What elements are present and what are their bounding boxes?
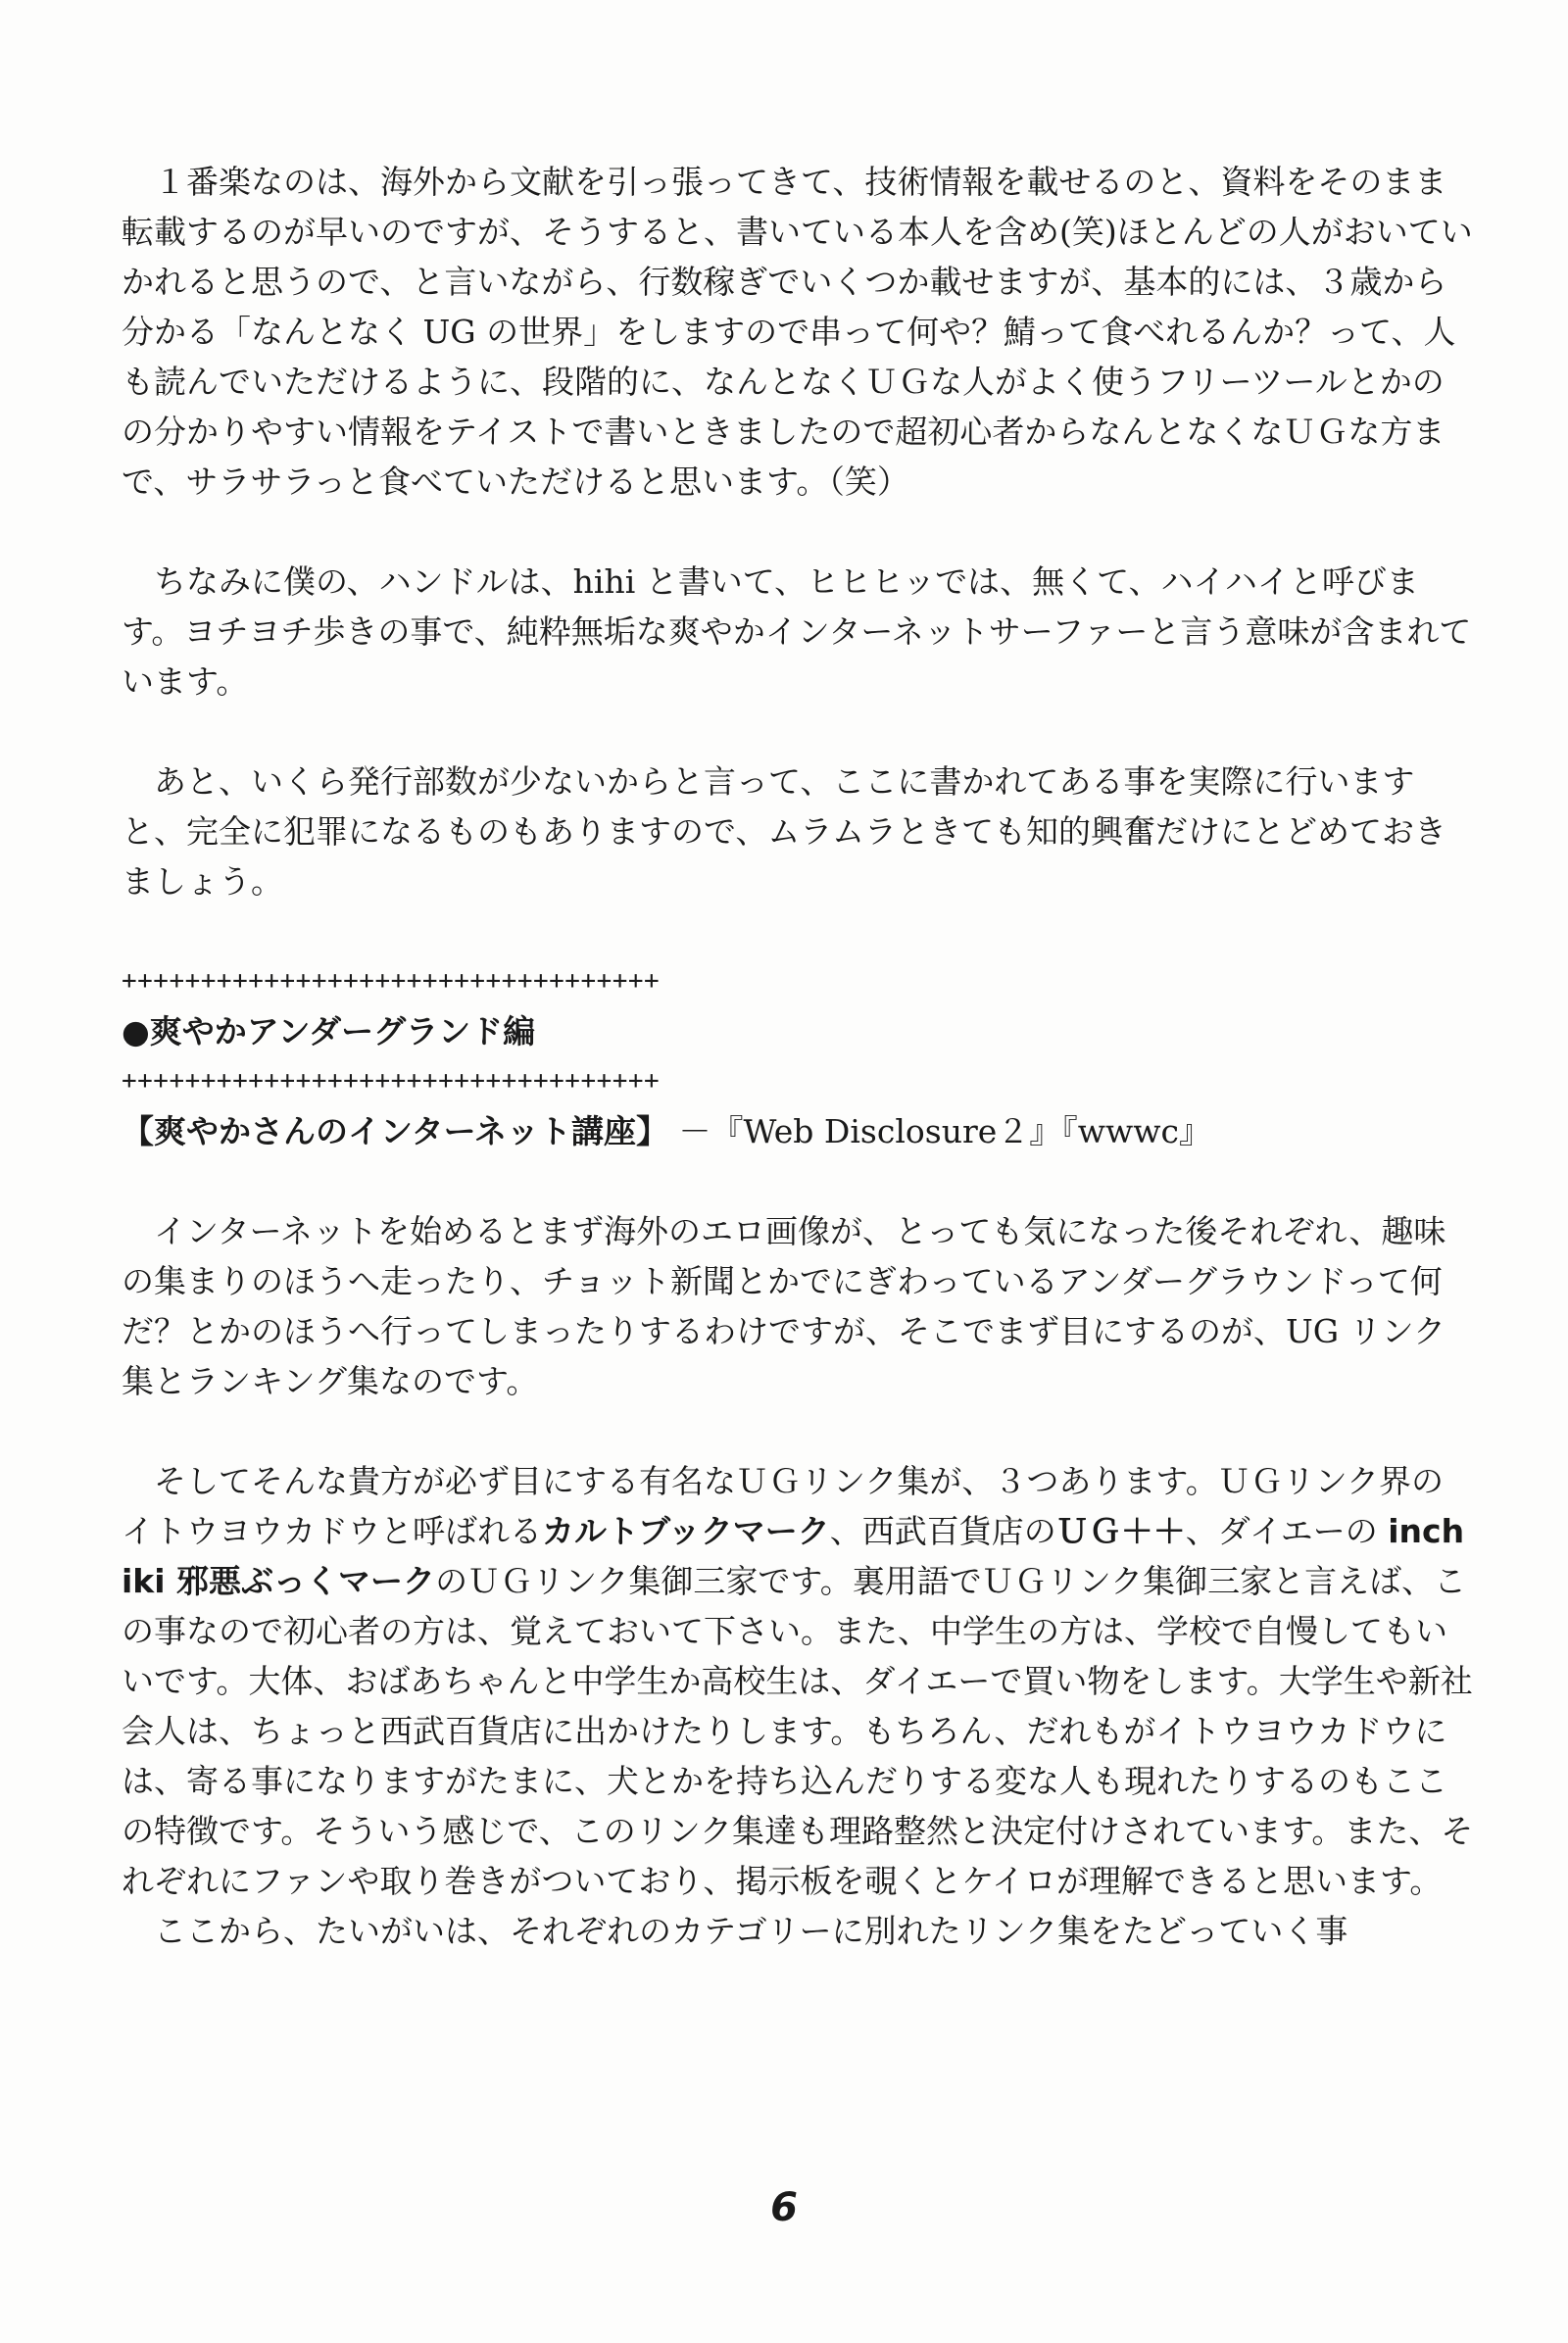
link-collections-paragraph — [122, 1456, 1474, 1906]
intro-paragraph: １番楽なのは、海外から文献を引っ張ってきて、技術情報を載せるのと、資料をそのまま転載するのが早いのですが、そうすると、書いている本人を含め(笑)ほとんどの人がおいていかれると思うので、と言いながら、行数稼ぎでいくつか載せますが、基本的には、３歳から分かる「なんとなく UG の世界」をしますので串って何や？鯖って食べれるんか？って、人も読んでいただけるように、段階的に、なんとなくＵＧな人がよく使うフリーツールとかのの分かりやすい情報をテイストで書いときましたので超初心者からなんとなくなＵＧな方まで、サラサラっと食べていただけると思います。（笑） — [122, 163, 1473, 501]
divider-top: ++++++++++++++++++++++++++++++++++ — [122, 966, 661, 996]
lecture-heading — [122, 1106, 1474, 1156]
cult-bookmark-name: カルトブックマーク — [542, 1512, 830, 1550]
page-number: 6 — [770, 2185, 798, 2230]
closing-paragraph: ここから、たいがいは、それぞれのカテゴリーに別れたリンク集をたどっていく事 — [154, 1912, 1348, 1950]
ug-intro-paragraph: インターネットを始めるとまず海外のエロ画像が、とっても気になった後それぞれ、趣味の集まりのほうへ走ったり、チョット新聞とかでにぎわっているアンダーグラウンドって何だ？とかのほうへ行ってしまったりするわけですが、そこでまず目にするのが、UG リンク集とランキング集なのです。 — [122, 1212, 1446, 1400]
inchiki-bookmark-name: inchiki 邪悪ぶっくマーク — [122, 1512, 1465, 1600]
link-text-4: のＵＧリンク集御三家です。裏用語でＵＧリンク集御三家と言えば、この事なので初心者の方は、覚えておいて下さい。また、中学生の方は、学校で自慢してもいいです。大体、おばあちゃんと中学生か高校生は、ダイエーで買い物をします。大学生や新社会人は、ちょっと西武百貨店に出かけたりします。もちろん、だれもがイトウヨウカドウには、寄る事になりますがたまに、犬とかを持ち込んだりする変な人も現れたりするのもここの特徴です。そういう感じで、このリンク集達も理路整然と決定付けされています。また、それぞれにファンや取り巻きがついており、掲示板を覗くとケイロが理解できると思います。 — [122, 1562, 1474, 1900]
link-text-3: 、ダイエーの — [1185, 1512, 1389, 1550]
warning-paragraph: あと、いくら発行部数が少ないからと言って、ここに書かれてある事を実際に行いますと、完全に犯罪になるものもありますので、ムラムラときても知的興奮だけにとどめておきましょう。 — [122, 762, 1447, 901]
link-text-2: 、西武百貨店の — [829, 1512, 1056, 1550]
handle-paragraph: ちなみに僕の、ハンドルは、hihi と書いて、ヒヒヒッでは、無くて、ハイハイと呼びます。ヨチヨチ歩きの事で、純粋無垢な爽やかインターネットサーファーと言う意味が含まれています。 — [122, 562, 1472, 701]
section-title: ●爽やかアンダーグランド編 — [122, 1012, 536, 1050]
ugpp-name: ＵＧ＋＋ — [1055, 1512, 1186, 1550]
body-text — [122, 157, 1474, 1956]
lecture-sources: －『Web Disclosure２』『wwwc』 — [678, 1112, 1211, 1150]
lecture-title: 【爽やかさんのインターネット講座】 — [122, 1112, 669, 1150]
link-text-1: そしてそんな貴方が必ず目にする有名なＵＧリンク集が、３つあります。ＵＧリンク界のイトウヨウカドウと呼ばれる — [122, 1462, 1445, 1550]
divider-bottom: ++++++++++++++++++++++++++++++++++ — [122, 1066, 661, 1096]
